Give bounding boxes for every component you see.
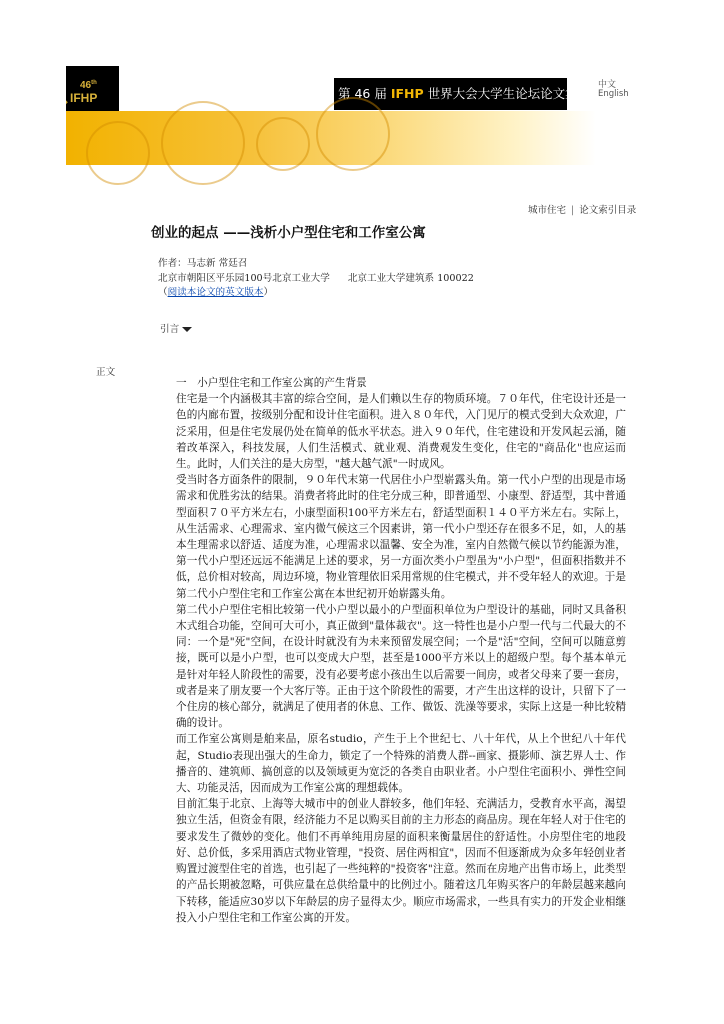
- intro-toggle[interactable]: 引言: [160, 321, 192, 335]
- body-label: 正文: [96, 367, 116, 378]
- header-spacer: [119, 66, 334, 111]
- page-title: 创业的起点 ——浅析小户型住宅和工作室公寓: [151, 225, 426, 241]
- paragraph: 受当时各方面条件的限制，９０年代末第一代居住小户型崭露头角。第一代小户型的出现是市场需求和优胜劣汰的结果。消费者将此时的住宅分成三种，即普通型、小康型、舒适型，其中普通型面积７０平方米左右，小康型面积100平方米左右，舒适型面积１４０平方米左右。实际上，从生活需求、心理需求、室内微气候这三个因素讲，第一代小户型还存在很多不足，如，人的基本生理需求以舒适、适度为准，心理需求以温馨、安全为准，室内自然微气候以节约能源为准，第一代小户型还远远不能满足上述的要求，另一方面次类小户型虽为"小户型"，但面积指数并不低，总价相对较高，周边环境，物业管理依旧采用常规的住宅模式，并不受年轻人的欢迎。于是第二代小户型住宅和工作室公寓在本世纪初开始崭露头角。: [176, 474, 626, 600]
- conference-banner: 第 46 届 IFHP 世界大会大学生论坛论文集: [334, 78, 567, 110]
- paragraph: 住宅是一个内涵极其丰富的综合空间，是人们赖以生存的物质环境。７０年代，住宅设计还是一色的内廊布置，按级别分配和设计住宅面积。进入８０年代，入门见厅的模式受到大众欢迎，广泛采用，但是住宅发展仍处在简单的低水平状态。进入９０年代，住宅建设和开发风起云涌，随着改革深入，科技发展，人们生活模式、就业观、消费观发生变化，住宅的"商品化"也应运而生。此时，人们关注的是大房型，"越大越气派"一时成风。: [176, 393, 626, 471]
- paragraph: 而工作室公寓则是舶来品，原名studio，产生于上个世纪七、八十年代，从上个世纪八十年代起，Studio表现出强大的生命力，锁定了一个特殊的消费人群--画家、摄影师、演艺界人士、作播音的、建筑师、搞创意的以及领域更为宽泛的各类自由职业者。小户型住宅面积小、弹性空间大、功能灵活，因而成为工作室公寓的理想载体。: [176, 733, 626, 795]
- triangle-down-icon: [182, 327, 192, 332]
- ring-decoration-icon: [86, 121, 150, 185]
- logo-number: 46th: [80, 80, 97, 91]
- ifhp-logo: [66, 66, 119, 111]
- logo-text: IFHP: [70, 91, 98, 105]
- ring-decoration-icon: [161, 101, 245, 185]
- section-heading: 一 小户型住宅和工作室公寓的产生背景: [176, 377, 367, 389]
- nav-separator: |: [571, 205, 575, 216]
- header-decorative-band: [66, 111, 596, 165]
- breadcrumb: [528, 202, 636, 216]
- ring-decoration-icon: [256, 117, 310, 171]
- authors: 作者：马志新 常廷召: [158, 258, 248, 269]
- paragraph: 目前汇集于北京、上海等大城市中的创业人群较多，他们年轻、充满活力，受教育水平高，渴望独立生活，但资金有限，经济能力不足以购买目前的主力形态的商品房。现在年轻人对于住宅的要求发生了微妙的变化。他们不再单纯用房屋的面积来衡量居住的舒适性。小房型住宅的地段好、总价低，多采用酒店式物业管理，"投资、居住两相宜"，因而不但逐渐成为众多年轻创业者购置过渡型住宅的首选，也引起了一些纯粹的"投资客"注意。然而在房地产出售市场上，此类型的产品长期被忽略，可供应量在总供给量中的比例过小。随着这几年购买客户的年龄层越来越向下转移，能适应30岁以下年龄层的房子显得太少。顺应市场需求，一些具有实力的开发企业相继投入小户型住宅和工作室公寓的开发。: [176, 798, 626, 924]
- english-version-line: （阅读本论文的英文版本）: [158, 287, 274, 298]
- nav-city-housing-link[interactable]: 城市住宅: [528, 205, 567, 216]
- nav-paper-index-link[interactable]: 论文索引目录: [579, 205, 637, 216]
- article-body: [176, 375, 626, 926]
- lang-chinese-link[interactable]: 中文: [598, 80, 617, 90]
- paragraph: 第二代小户型住宅相比较第一代小户型以最小的户型面积单位为户型设计的基础，同时又具备积木式组合功能，空间可大可小，真正做到"量体裁衣"。这一特性也是小户型一代与二代最大的不同：一个是"死"空间，在设计时就没有为未来预留发展空间；一个是"活"空间，空间可以随意剪接，既可以是小户型，也可以变成大户型，甚至是1000平方米以上的超级户型。每个基本单元是针对年轻人阶段性的需要，没有必要考虑小孩出生以后需要一间房，或者父母来了要一套房，或者是来了朋友要一个大客厅等。正由于这个阶段性的需要，才产生出这样的设计，只留下了一个住房的核心部分，就满足了使用者的休息、工作、做饭、洗澡等要求，实际上这是一种比较精确的设计。: [176, 603, 626, 730]
- english-version-link[interactable]: 阅读本论文的英文版本: [167, 287, 264, 298]
- address-line: 北京市朝阳区平乐园100号北京工业大学 北京工业大学建筑系 100022: [158, 273, 474, 284]
- lang-english-link[interactable]: English: [598, 89, 629, 99]
- ring-decoration-icon: [316, 97, 390, 171]
